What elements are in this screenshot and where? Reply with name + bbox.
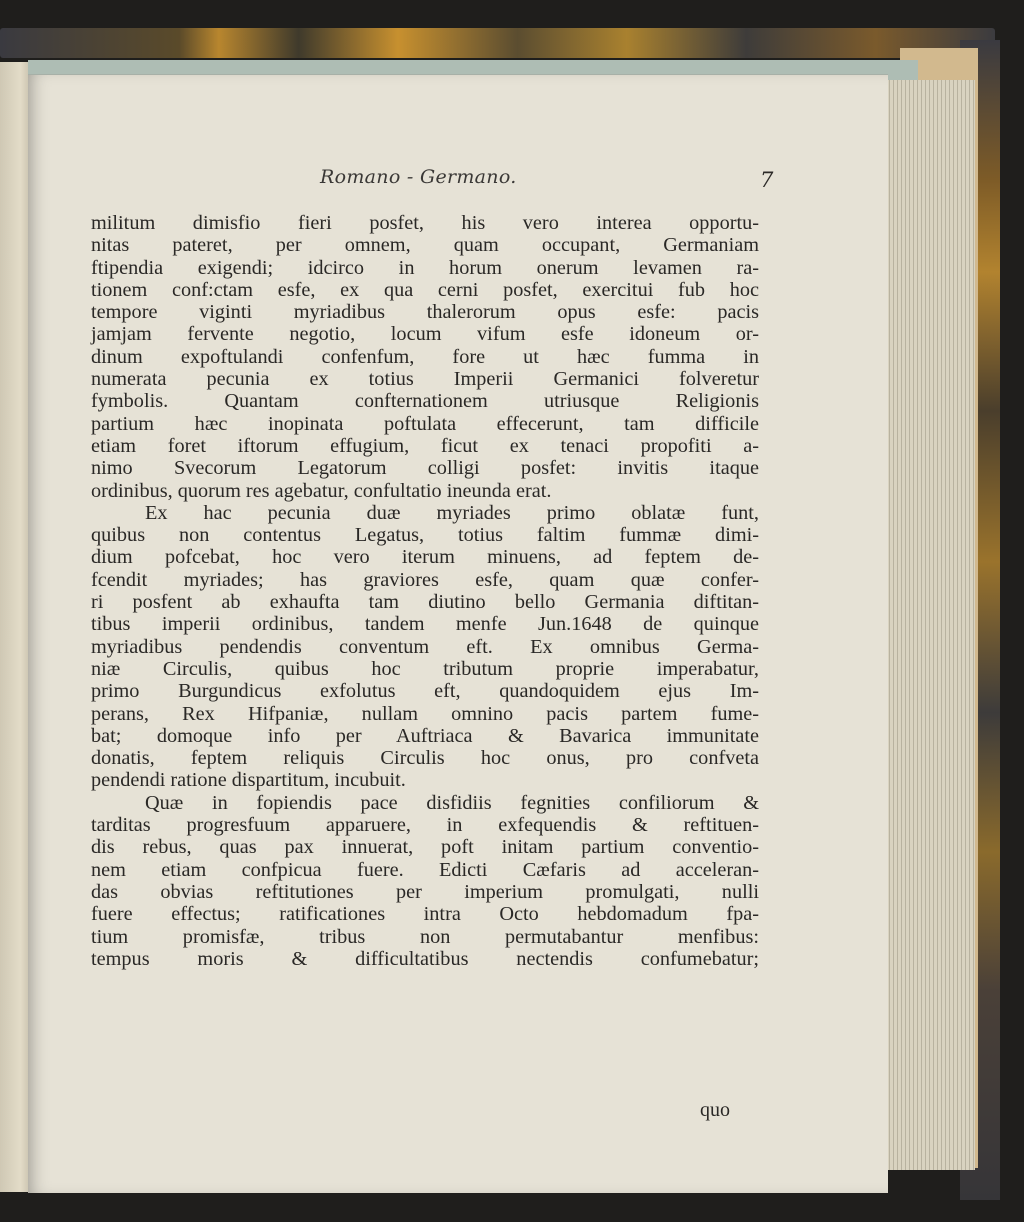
text-line: fcendit myriades; has graviores esfe, quam quæ confer- (91, 568, 759, 591)
text-line: tarditas progresfuum apparuere, in exfequendis & reftituen- (91, 814, 759, 837)
text-line: dis rebus, quas pax innuerat, poft initam partium conventio- (91, 836, 759, 859)
body-text (91, 212, 759, 970)
text-line: dinum expoftulandi confenfum, fore ut hæc fumma in (91, 345, 759, 368)
page-number: 7 (760, 168, 774, 192)
running-head: Romano - Germano. (320, 166, 517, 188)
marbled-cover-top (0, 28, 995, 58)
text-line: dium pofcebat, hoc vero iterum minuens, ad feptem de- (91, 546, 759, 569)
text-line: Ex hac pecunia duæ myriades primo oblatæ funt, (145, 501, 759, 524)
text-line: ri posfent ab exhaufta tam diutino bello Germania diftitan- (91, 591, 759, 614)
text-line: tium promisfæ, tribus non permutabantur menfibus: (91, 925, 759, 948)
text-line: nem etiam confpicua fuere. Edicti Cæfaris ad acceleran- (91, 858, 759, 881)
text-line: quibus non contentus Legatus, totius faltim fummæ dimi- (91, 524, 759, 547)
text-line: ftipendia exigendi; idcirco in horum onerum levamen ra- (91, 256, 759, 279)
text-line: pendendi ratione dispartitum, incubuit. (91, 769, 406, 792)
text-line: primo Burgundicus exfolutus eft, quandoquidem ejus Im- (91, 680, 759, 703)
text-line: partium hæc inopinata poftulata effecerunt, tam difficile (91, 412, 759, 435)
text-line: tempore viginti myriadibus thalerorum opus esfe: pacis (91, 301, 759, 324)
text-line: myriadibus pendendis conventum eft. Ex omnibus Germa- (91, 635, 759, 658)
text-line: bat; domoque info per Auftriaca & Bavarica immunitate (91, 724, 759, 747)
text-line: das obvias reftitutiones per imperium promulgati, nulli (91, 880, 759, 903)
text-line: etiam foret iftorum effugium, ficut ex tenaci propofiti a- (91, 434, 759, 457)
text-line: donatis, feptem reliquis Circulis hoc onus, pro confveta (91, 747, 759, 770)
text-line: jamjam fervente negotio, locum vifum esfe idoneum or- (91, 323, 759, 346)
text-line: fuere effectus; ratificationes intra Octo hebdomadum fpa- (91, 903, 759, 926)
text-line: numerata pecunia ex totius Imperii Germanici folveretur (91, 368, 759, 391)
catchword: quo (700, 1099, 730, 1121)
text-line: nitas pateret, per omnem, quam occupant, Germaniam (91, 234, 759, 257)
text-line: tionem conf:ctam esfe, ex qua cerni posfet, exercitui fub hoc (91, 278, 759, 301)
text-line: perans, Rex Hifpaniæ, nullam omnino pacis partem fume- (91, 702, 759, 725)
text-line: tibus imperii ordinibus, tandem menfe Jun.1648 de quinque (91, 613, 759, 636)
text-line: nimo Svecorum Legatorum colligi posfet: invitis itaque (91, 457, 759, 480)
text-line: tempus moris & difficultatibus nectendis confumebatur; (91, 947, 759, 970)
text-line: niæ Circulis, quibus hoc tributum proprie imperabatur, (91, 657, 759, 680)
text-line: ordinibus, quorum res agebatur, confultatio ineunda erat. (91, 479, 552, 502)
text-line: militum dimisfio fieri posfet, his vero interea opportu- (91, 212, 759, 234)
text-line: fymbolis. Quantam confternationem utriusque Religionis (91, 390, 759, 413)
text-line: Quæ in fopiendis pace disfidiis fegnities confiliorum & (145, 791, 759, 814)
